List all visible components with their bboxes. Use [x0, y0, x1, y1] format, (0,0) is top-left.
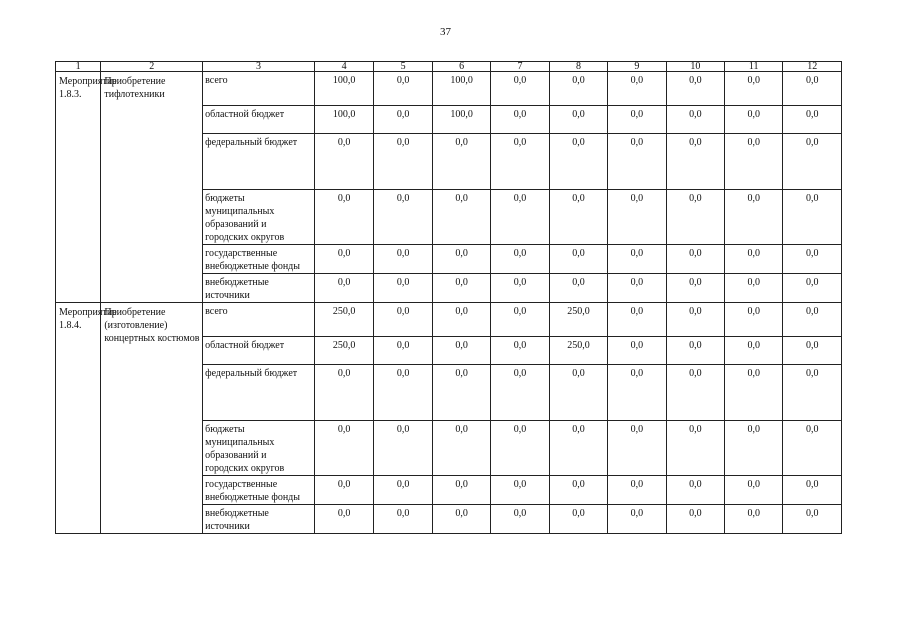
- header-row: [56, 62, 842, 72]
- value-cell: 0,0: [725, 134, 783, 190]
- value-cell: 0,0: [608, 72, 666, 106]
- funding-source-cell: бюджеты муниципальных образований и городских округов: [203, 421, 315, 476]
- value-cell: 0,0: [725, 106, 783, 134]
- value-cell: 0,0: [432, 337, 490, 365]
- value-cell: 0,0: [549, 421, 607, 476]
- header-cell: 4: [314, 62, 373, 72]
- value-cell: 0,0: [608, 303, 666, 337]
- value-cell: 0,0: [374, 421, 432, 476]
- header-cell: 1: [56, 62, 101, 72]
- value-cell: 0,0: [783, 476, 842, 505]
- value-cell: 0,0: [374, 134, 432, 190]
- funding-source-cell: государственные внебюджетные фонды: [203, 476, 315, 505]
- value-cell: 0,0: [432, 421, 490, 476]
- value-cell: 0,0: [725, 421, 783, 476]
- value-cell: 0,0: [666, 365, 724, 421]
- value-cell: 0,0: [608, 134, 666, 190]
- value-cell: 0,0: [666, 421, 724, 476]
- value-cell: 0,0: [783, 365, 842, 421]
- value-cell: 0,0: [666, 106, 724, 134]
- header-cell: 9: [608, 62, 666, 72]
- value-cell: 0,0: [608, 190, 666, 245]
- value-cell: 0,0: [549, 190, 607, 245]
- value-cell: 0,0: [314, 505, 373, 534]
- header-cell: 2: [101, 62, 203, 72]
- value-cell: 0,0: [549, 106, 607, 134]
- value-cell: 0,0: [491, 505, 549, 534]
- value-cell: 0,0: [374, 303, 432, 337]
- value-cell: 0,0: [549, 274, 607, 303]
- value-cell: 0,0: [374, 72, 432, 106]
- value-cell: 0,0: [783, 337, 842, 365]
- page-number: 37: [440, 26, 451, 38]
- value-cell: 0,0: [314, 134, 373, 190]
- value-cell: 0,0: [725, 505, 783, 534]
- value-cell: 0,0: [783, 72, 842, 106]
- value-cell: 0,0: [608, 505, 666, 534]
- value-cell: 0,0: [725, 72, 783, 106]
- value-cell: 0,0: [608, 245, 666, 274]
- value-cell: 100,0: [432, 106, 490, 134]
- value-cell: 0,0: [374, 190, 432, 245]
- value-cell: 0,0: [783, 190, 842, 245]
- value-cell: 0,0: [549, 476, 607, 505]
- value-cell: 0,0: [491, 134, 549, 190]
- value-cell: 0,0: [374, 337, 432, 365]
- funding-source-cell: всего: [203, 303, 315, 337]
- value-cell: 0,0: [666, 190, 724, 245]
- value-cell: 250,0: [314, 303, 373, 337]
- funding-source-cell: внебюджетные источники: [203, 505, 315, 534]
- value-cell: 0,0: [608, 274, 666, 303]
- value-cell: 0,0: [432, 303, 490, 337]
- funding-source-cell: внебюджетные источники: [203, 274, 315, 303]
- value-cell: 0,0: [725, 337, 783, 365]
- value-cell: 0,0: [783, 421, 842, 476]
- value-cell: 100,0: [314, 106, 373, 134]
- event-id-cell: Мероприятие 1.8.4.: [56, 303, 101, 534]
- value-cell: 0,0: [432, 476, 490, 505]
- value-cell: 0,0: [725, 476, 783, 505]
- event-id-cell: Мероприятие 1.8.3.: [56, 72, 101, 303]
- value-cell: 0,0: [491, 303, 549, 337]
- value-cell: 0,0: [432, 505, 490, 534]
- table-row: [56, 303, 842, 337]
- funding-source-cell: федеральный бюджет: [203, 365, 315, 421]
- value-cell: 0,0: [432, 134, 490, 190]
- value-cell: 0,0: [666, 245, 724, 274]
- event-name-cell: Приобретение тифлотехники: [101, 72, 203, 303]
- value-cell: 0,0: [549, 134, 607, 190]
- value-cell: 0,0: [666, 505, 724, 534]
- value-cell: 0,0: [374, 245, 432, 274]
- event-name-cell: Приобретение (изготовление) концертных костюмов: [101, 303, 203, 534]
- value-cell: 0,0: [432, 365, 490, 421]
- value-cell: 0,0: [608, 476, 666, 505]
- value-cell: 0,0: [491, 365, 549, 421]
- value-cell: 0,0: [432, 190, 490, 245]
- value-cell: 0,0: [549, 365, 607, 421]
- value-cell: 100,0: [314, 72, 373, 106]
- value-cell: 0,0: [374, 365, 432, 421]
- value-cell: 0,0: [549, 245, 607, 274]
- funding-source-cell: всего: [203, 72, 315, 106]
- value-cell: 0,0: [491, 476, 549, 505]
- value-cell: 0,0: [666, 72, 724, 106]
- value-cell: 0,0: [491, 421, 549, 476]
- value-cell: 0,0: [725, 365, 783, 421]
- value-cell: 0,0: [783, 134, 842, 190]
- value-cell: 0,0: [666, 134, 724, 190]
- header-cell: 11: [725, 62, 783, 72]
- value-cell: 0,0: [783, 303, 842, 337]
- funding-source-cell: областной бюджет: [203, 337, 315, 365]
- value-cell: 250,0: [314, 337, 373, 365]
- header-cell: 12: [783, 62, 842, 72]
- value-cell: 0,0: [783, 106, 842, 134]
- value-cell: 0,0: [314, 190, 373, 245]
- value-cell: 0,0: [374, 476, 432, 505]
- header-cell: 6: [432, 62, 490, 72]
- value-cell: 0,0: [374, 505, 432, 534]
- budget-table: [55, 61, 842, 534]
- value-cell: 0,0: [725, 190, 783, 245]
- value-cell: 0,0: [549, 505, 607, 534]
- funding-source-cell: областной бюджет: [203, 106, 315, 134]
- value-cell: 0,0: [314, 476, 373, 505]
- value-cell: 0,0: [314, 421, 373, 476]
- value-cell: 250,0: [549, 303, 607, 337]
- value-cell: 0,0: [314, 245, 373, 274]
- value-cell: 0,0: [491, 337, 549, 365]
- value-cell: 0,0: [314, 365, 373, 421]
- table-row: [56, 72, 842, 106]
- value-cell: 0,0: [491, 106, 549, 134]
- value-cell: 0,0: [666, 337, 724, 365]
- value-cell: 0,0: [725, 245, 783, 274]
- value-cell: 0,0: [608, 337, 666, 365]
- value-cell: 0,0: [783, 505, 842, 534]
- value-cell: 0,0: [432, 245, 490, 274]
- value-cell: 0,0: [666, 274, 724, 303]
- value-cell: 0,0: [374, 274, 432, 303]
- value-cell: 0,0: [491, 274, 549, 303]
- header-cell: 7: [491, 62, 549, 72]
- funding-source-cell: федеральный бюджет: [203, 134, 315, 190]
- value-cell: 100,0: [432, 72, 490, 106]
- value-cell: 0,0: [491, 190, 549, 245]
- value-cell: 0,0: [491, 72, 549, 106]
- value-cell: 0,0: [783, 245, 842, 274]
- value-cell: 0,0: [608, 421, 666, 476]
- value-cell: 0,0: [314, 274, 373, 303]
- value-cell: 0,0: [783, 274, 842, 303]
- value-cell: 250,0: [549, 337, 607, 365]
- funding-source-cell: государственные внебюджетные фонды: [203, 245, 315, 274]
- value-cell: 0,0: [666, 303, 724, 337]
- value-cell: 0,0: [549, 72, 607, 106]
- value-cell: 0,0: [374, 106, 432, 134]
- value-cell: 0,0: [666, 476, 724, 505]
- header-cell: 8: [549, 62, 607, 72]
- header-cell: 5: [374, 62, 432, 72]
- header-cell: 10: [666, 62, 724, 72]
- value-cell: 0,0: [608, 365, 666, 421]
- value-cell: 0,0: [608, 106, 666, 134]
- value-cell: 0,0: [432, 274, 490, 303]
- value-cell: 0,0: [725, 303, 783, 337]
- funding-source-cell: бюджеты муниципальных образований и городских округов: [203, 190, 315, 245]
- value-cell: 0,0: [725, 274, 783, 303]
- header-cell: 3: [203, 62, 315, 72]
- value-cell: 0,0: [491, 245, 549, 274]
